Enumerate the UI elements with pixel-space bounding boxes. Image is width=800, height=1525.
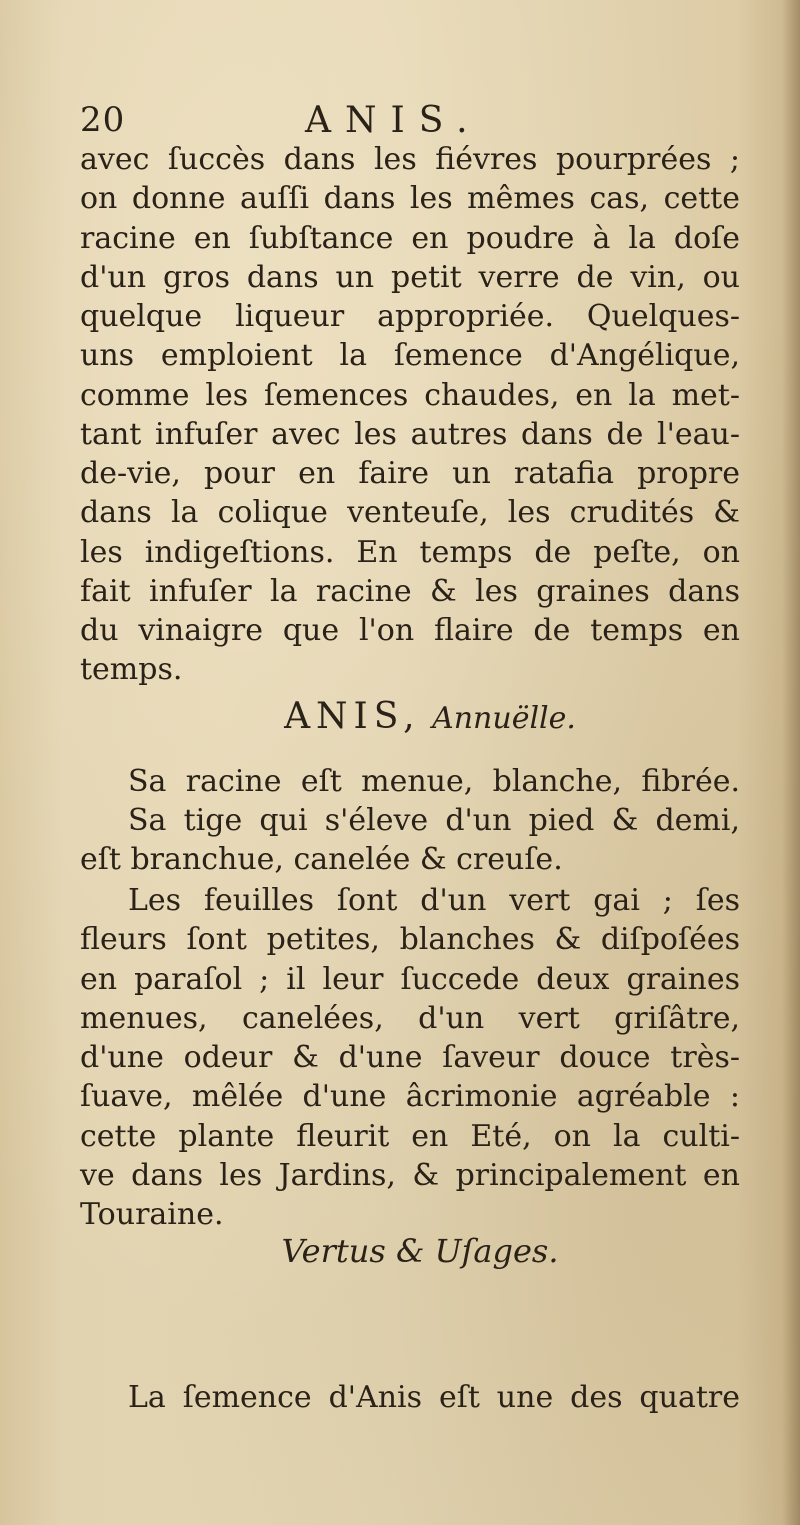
subheading: Vertus & Uſages.	[281, 1232, 559, 1271]
text-line: dans la colique venteuſe, les crudités &	[80, 495, 740, 531]
text-line: menues, canelées, d'un vert griſâtre,	[80, 1000, 740, 1036]
text-line: temps.	[80, 652, 183, 688]
text-line: La ſemence d'Anis eſt une des quatre	[128, 1380, 740, 1415]
text-line: d'un gros dans un petit verre de vin, ou	[80, 259, 740, 295]
section-title-sub: Annuëlle.	[432, 700, 576, 736]
text-line: en paraſol ; il leur ſuccede deux graines	[80, 961, 740, 997]
section-title-main: ANIS,	[284, 695, 421, 737]
text-line: tant infuſer avec les autres dans de l'eau-	[80, 416, 740, 452]
text-line: Les feuilles ſont d'un vert gai ; ſes	[128, 883, 740, 919]
text-line: Sa tige qui s'éleve d'un pied & demi,	[128, 802, 740, 838]
text-line: fleurs ſont petites, blanches & diſpoſées	[80, 922, 740, 958]
text-line: cette plante fleurit en Eté, on la culti-	[80, 1118, 740, 1154]
text-line: ſuave, mêlée d'une âcrimonie agréable :	[80, 1079, 740, 1115]
text-line: quelque liqueur appropriée. Quelques-	[80, 299, 740, 335]
text-line: de-vie, pour en faire un ratafia propre	[80, 456, 740, 492]
text-line: d'une odeur & d'une ſaveur douce très-	[80, 1040, 740, 1076]
text-line: uns emploient la ſemence d'Angélique,	[80, 338, 740, 374]
text-line: les indigeſtions. En temps de peſte, on	[80, 534, 740, 570]
text-line: Sa racine eſt menue, blanche, fibrée.	[128, 763, 740, 799]
section-title	[80, 695, 740, 741]
text-line: fait infuſer la racine & les graines dans	[80, 573, 740, 609]
text-line: racine en ſubſtance en poudre à la doſe	[80, 220, 740, 256]
text-line: Touraine.	[80, 1197, 224, 1233]
text-line: on donne auſſi dans les mêmes cas, cette	[80, 181, 740, 217]
text-line: eſt branchue, canelée & creuſe.	[80, 842, 563, 878]
page-number: 20	[80, 100, 126, 140]
text-line: avec ſuccès dans les fiévres pourprées ;	[80, 142, 740, 177]
text-line: du vinaigre que l'on flaire de temps en	[80, 613, 740, 649]
text-line: ve dans les Jardins, & principalement en	[80, 1157, 740, 1193]
running-head: ANIS.	[305, 100, 482, 141]
page-header	[80, 100, 740, 144]
page-gutter-shadow	[782, 0, 800, 1525]
text-line: comme les ſemences chaudes, en la met-	[80, 377, 740, 413]
